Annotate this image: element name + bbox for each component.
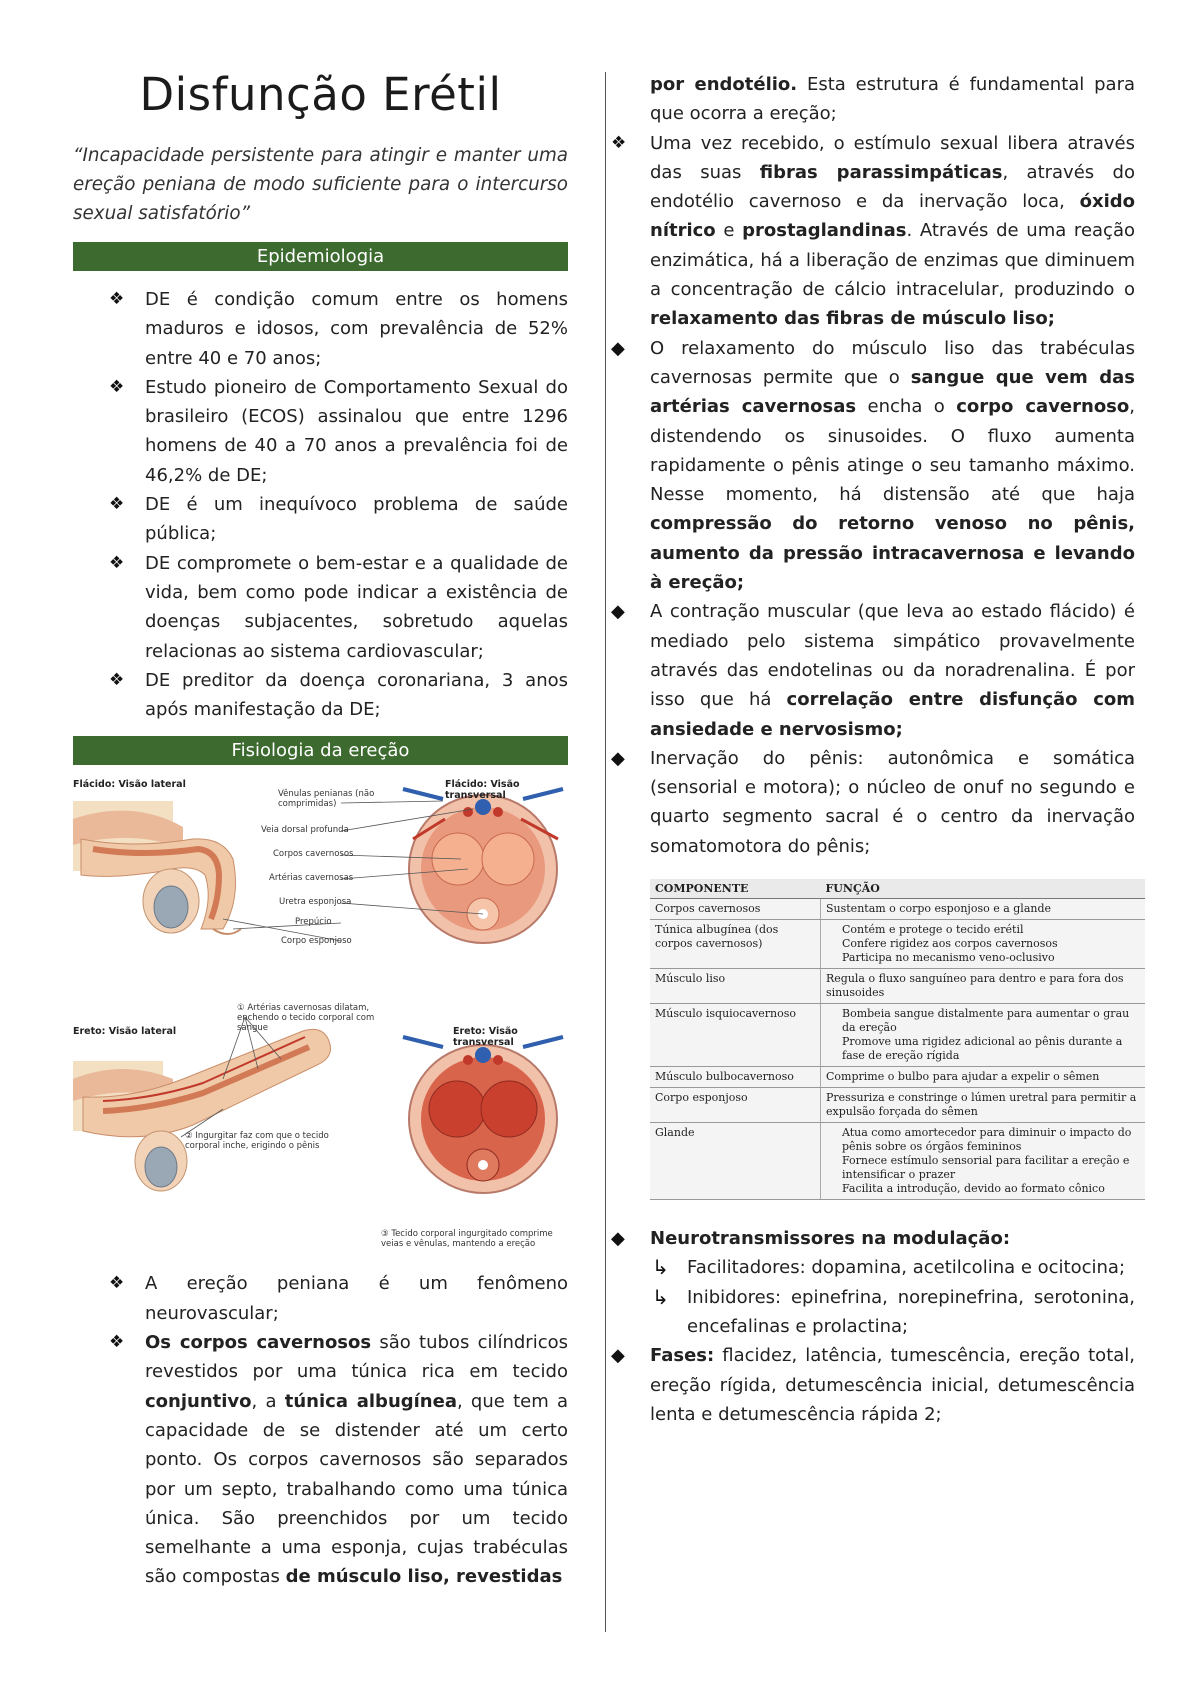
- right-column: [611, 70, 1137, 1429]
- epidemiologia-list: [73, 285, 568, 724]
- arrow-bullet-icon: ↳: [652, 1284, 669, 1309]
- diamond-bullet-icon: ◆: [611, 1228, 625, 1250]
- left-column: [73, 68, 568, 1592]
- star-bullet-icon: ❖: [611, 132, 627, 153]
- list-item-neuro: ◆ Neurotransmissores na modulação:: [587, 1224, 1135, 1253]
- list-item: ❖ DE compromete o bem-estar e a qualidade de vida, bem como pode indicar a existência de doenças subjacentes, sobretudo aquelas relacionas ao sistema cardiovascular;: [73, 549, 568, 666]
- section-heading-epidemiologia: Epidemiologia: [73, 242, 568, 271]
- label-erect-transverse: Ereto: Visão transversal: [453, 1026, 518, 1049]
- callout-arterias: Artérias cavernosas: [269, 873, 354, 884]
- table-cell-componente: Músculo liso: [650, 969, 821, 1004]
- callout-uretra: Uretra esponjosa: [279, 897, 352, 908]
- label-flaccid-lateral: Flácido: Visão lateral: [73, 779, 186, 791]
- callout-corpos-cavernosos: Corpos cavernosos: [273, 849, 354, 860]
- definition-quote: “Incapacidade persistente para atingir e manter uma ereção peniana de modo suficiente para o intercurso sexual satisfatório”: [73, 145, 568, 224]
- neuro-sub-list: [587, 1253, 1135, 1341]
- star-bullet-icon: ❖: [109, 1273, 125, 1294]
- star-bullet-icon: ❖: [109, 494, 125, 515]
- anatomy-figure: [73, 779, 568, 1261]
- list-item-fases: ◆ Fases: flacidez, latência, tumescência, ereção total, ereção rígida, detumescência inicial, detumescência lenta e detumescência rápida 2;: [587, 1341, 1135, 1429]
- diamond-bullet-icon: ◆: [611, 337, 625, 359]
- callout-step-1: ① Artérias cavernosas dilatam, enchendo o tecido corporal com sangue: [237, 1003, 375, 1034]
- list-item: ❖ Uma vez recebido, o estímulo sexual libera através das suas fibras parassimpáticas, através do endotélio cavernoso e da inervação loca, óxido nítrico e prostaglandinas. Através de uma reação enzimática, há a liberação de enzimas que diminuem a concentração de cálcio intracelular, produzindo o relaxamento das fibras de músculo liso;: [587, 129, 1135, 334]
- callout-veia-dorsal: Veia dorsal profunda: [261, 825, 349, 836]
- fisiologia-list: [73, 1269, 568, 1591]
- table-header-componente: COMPONENTE: [650, 879, 821, 899]
- table-cell-funcao: Bombeia sangue distalmente para aumentar o grau da ereção Promove uma rigidez adicional ao pênis durante a fase de ereção rígida: [821, 1004, 1146, 1067]
- diamond-bullet-icon: ◆: [611, 601, 625, 623]
- table-cell-funcao: Regula o fluxo sanguíneo para dentro e para fora dos sinusoides: [821, 969, 1146, 1004]
- list-item: ◆ A contração muscular (que leva ao estado flácido) é mediado pelo sistema simpático provavelmente através das endotelinas ou da noradrenalina. É por isso que há correlação entre disfunção com ansiedade e nervosismo;: [587, 597, 1135, 743]
- table-cell-componente: Túnica albugínea (dos corpos cavernosos): [650, 920, 821, 969]
- star-bullet-icon: ❖: [109, 552, 125, 573]
- table-row: [650, 899, 1145, 920]
- list-item: ❖ Os corpos cavernosos são tubos cilíndricos revestidos por uma túnica rica em tecido conjuntivo, a túnica albugínea, que tem a capacidade de se distender até um certo ponto. Os corpos cavernosos são separados por um septo, trabalhando como uma túnica única. São preenchidos por um tecido semelhante a uma esponja, cujas trabéculas são compostas de músculo liso, revestidas: [73, 1328, 568, 1592]
- list-item-facilitadores: ↳ Facilitadores: dopamina, acetilcolina e ocitocina;: [587, 1253, 1135, 1282]
- erect-transverse-drawing: [403, 1037, 563, 1193]
- table-row: [650, 1123, 1145, 1200]
- arrow-bullet-icon: ↳: [652, 1255, 669, 1280]
- table-row: [650, 1067, 1145, 1088]
- star-bullet-icon: ❖: [109, 376, 125, 397]
- right-star-list: [587, 129, 1135, 334]
- table-cell-componente: Corpo esponjoso: [650, 1088, 821, 1123]
- callout-step-3: ③ Tecido corporal ingurgitado comprime veias e vênulas, mantendo a ereção: [381, 1229, 553, 1250]
- list-item: ◆ Inervação do pênis: autonômica e somática (sensorial e motora); o núcleo de onuf no segundo e quarto segmento sacral é o centro da inervação somatomotora do pênis;: [587, 744, 1135, 861]
- star-bullet-icon: ❖: [109, 289, 125, 309]
- list-item: ❖ DE é um inequívoco problema de saúde pública;: [73, 490, 568, 549]
- label-flaccid-transverse: Flácido: Visão transversal: [445, 779, 520, 802]
- callout-corpo-esponjoso: Corpo esponjoso: [281, 936, 352, 947]
- table-header-funcao: FUNÇÃO: [821, 879, 1146, 899]
- table-row: [650, 1004, 1145, 1067]
- neuro-list: [587, 1224, 1135, 1253]
- fases-list: [587, 1341, 1135, 1429]
- flaccid-lateral-drawing: [73, 801, 241, 934]
- table-cell-componente: Corpos cavernosos: [650, 899, 821, 920]
- erect-lateral-drawing: [73, 1030, 331, 1192]
- page-title: Disfunção Erétil: [139, 68, 502, 121]
- table-cell-componente: Músculo isquiocavernoso: [650, 1004, 821, 1067]
- list-item: ❖ A ereção peniana é um fenômeno neurovascular;: [73, 1269, 568, 1328]
- right-diamond-list: [587, 334, 1135, 861]
- star-bullet-icon: ❖: [109, 1332, 125, 1353]
- table-cell-funcao: Comprime o bulbo para ajudar a expelir o sêmen: [821, 1067, 1146, 1088]
- label-erect-lateral: Ereto: Visão lateral: [73, 1026, 177, 1038]
- section-heading-fisiologia: Fisiologia da ereção: [73, 736, 568, 765]
- list-item: ◆ O relaxamento do músculo liso das trabéculas cavernosas permite que o sangue que vem das artérias cavernosas encha o corpo cavernoso, distendendo os sinusoides. O fluxo aumenta rapidamente o pênis atinge o seu tamanho máximo. Nesse momento, há distensão até que haja compressão do retorno venoso no pênis, aumento da pressão intracavernosa e levando à ereção;: [587, 334, 1135, 598]
- callout-prepucio: Prepúcio: [295, 917, 332, 928]
- table-cell-funcao: Pressuriza e constringe o lúmen uretral para permitir a expulsão forçada do sêmen: [821, 1088, 1146, 1123]
- diamond-bullet-icon: ◆: [611, 747, 625, 769]
- list-item-inibidores: ↳ Inibidores: epinefrina, norepinefrina, serotonina, encefalinas e prolactina;: [652, 1284, 1135, 1337]
- list-item: ❖ DE é condição comum entre os homens maduros e idosos, com prevalência de 52% entre 40 e 70 anos;: [73, 285, 568, 373]
- continuation-paragraph: por endotélio. Esta estrutura é fundamental para que ocorra a ereção;: [650, 74, 1135, 125]
- table-cell-componente: Glande: [650, 1123, 821, 1200]
- diamond-bullet-icon: ◆: [611, 1345, 625, 1367]
- table-row: [650, 920, 1145, 969]
- table-row: [650, 1088, 1145, 1123]
- table-cell-componente: Músculo bulbocavernoso: [650, 1067, 821, 1088]
- list-item: ❖ DE preditor da doença coronariana, 3 anos após manifestação da DE;: [73, 666, 568, 725]
- table-row: [650, 969, 1145, 1004]
- flaccid-transverse-drawing: [403, 789, 563, 943]
- callout-venulas: Vênulas penianas (não comprimidas): [278, 789, 375, 810]
- table-cell-funcao: Atua como amortecedor para diminuir o impacto do pênis sobre os órgãos femininos Fornece estímulo sensorial para facilitar a ereção e intensificar o prazer Facilita a introdução, devido ao formato cônico: [821, 1123, 1146, 1200]
- star-bullet-icon: ❖: [109, 669, 125, 690]
- table-cell-funcao: Sustentam o corpo esponjoso e a glande: [821, 899, 1146, 920]
- component-function-table: [650, 879, 1145, 1200]
- list-item: ❖ Estudo pioneiro de Comportamento Sexual do brasileiro (ECOS) assinalou que entre 1296 homens de 40 a 70 anos a prevalência foi de 46,2% de DE;: [73, 373, 568, 490]
- table-cell-funcao: Contém e protege o tecido erétil Confere rigidez aos corpos cavernosos Participa no mecanismo veno-oclusivo: [821, 920, 1146, 969]
- callout-step-2: ② Ingurgitar faz com que o tecido corporal inche, erigindo o pênis: [185, 1131, 329, 1152]
